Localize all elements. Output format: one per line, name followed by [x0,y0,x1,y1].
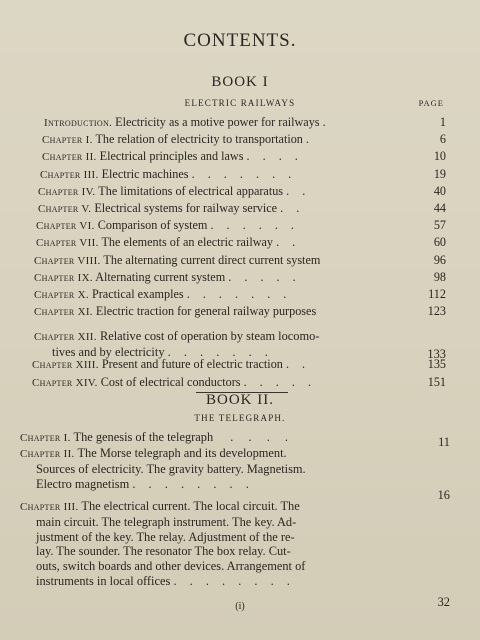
toc-entry [38,183,446,200]
toc-entry [38,200,446,217]
toc-entry [36,217,446,234]
chapter-label: Chapter IX. [34,271,93,284]
chapter-label: Chapter XII. [34,331,97,343]
book-1-title: BOOK I [211,74,269,90]
chapter-title: The elements of an electric railway [101,235,274,250]
leader-dots: . . . . . . . [186,287,292,301]
toc-entry-chapter-xii [34,329,319,360]
toc-entry [42,131,446,148]
page-number: 11 [438,435,450,449]
chapter-label: Chapter VIII. [34,254,101,267]
toc-entry [36,234,446,251]
chapter-title-line: outs, switch boards and other devices. Arrangement of [36,559,306,574]
leader-dots: . . . . [246,149,303,164]
toc-entry [32,374,446,391]
page-number: 60 [433,235,446,250]
chapter-label: Chapter VI. [36,220,95,233]
toc-entry [34,252,446,269]
chapter-title-line: justment of the key. The relay. Adjustment of the re- [36,529,295,544]
toc-entry-telegraph-chapter-ii [20,446,306,491]
chapter-title: Electric machines [101,166,189,181]
chapter-title-line: The electrical current. The local circuit. The [81,499,300,513]
chapter-title-line: Relative cost of operation by steam locomo- [99,329,320,343]
toc-entry [34,286,446,303]
chapter-label: Chapter XIV. [32,377,98,389]
page-number: 123 [427,304,446,319]
leader-dots: . . . . . [228,269,301,284]
leader-dots: . . [276,235,301,250]
leader-dots: . . . . . . . . [132,476,254,491]
page-column-header: PAGE [418,98,444,108]
chapter-label: Chapter VII. [36,237,99,250]
chapter-title-line: Electro magnetism [36,476,130,491]
page-number: 10 [433,149,446,164]
leader-dots: . . . . . . . . [173,573,295,588]
chapter-title-line: lay. The sounder. The resonator The box relay. Cut- [36,544,291,559]
page-number: 133 [427,347,446,361]
chapter-title: The alternating current direct current system [103,252,321,267]
chapter-title-line: instruments in local offices [36,573,171,588]
chapter-title: The limitations of electrical apparatus [98,183,284,198]
toc-entry [32,356,446,373]
page-number: 32 [437,595,450,609]
book-1-section-label: ELECTRIC RAILWAYS [184,98,296,108]
page-number: 19 [433,166,446,181]
page-number: 98 [433,269,446,284]
chapter-label: Chapter I. [42,134,93,147]
chapter-label: Chapter V. [38,203,92,215]
page-number: 112 [428,287,446,301]
chapter-title: Electric traction for general railway purposes [95,304,317,319]
chapter-title-line: Sources of electricity. The gravity battery. Magnetism. [36,461,306,476]
toc-entry-telegraph-chapter-iii [20,499,305,589]
toc-entry [34,269,446,286]
chapter-title-line: main circuit. The telegraph instrument. The key. Ad- [36,514,297,529]
chapter-title: Practical examples [91,287,184,301]
page-title: CONTENTS. [183,30,297,51]
chapter-title: Cost of electrical conductors [100,375,241,389]
leader-dots: . . [280,201,305,215]
leader-dots: . . . . [230,430,294,444]
chapter-label: Chapter X. [34,289,89,301]
chapter-title: The relation of electricity to transportation [95,132,303,147]
leader-dots: . . . . . . [210,218,299,233]
chapter-title: The genesis of the telegraph [73,430,214,444]
leader-dots: . . [285,357,311,371]
chapter-title: Electrical principles and laws [99,149,244,164]
toc-entry [42,148,446,165]
page-number: 16 [437,488,450,502]
page-number: 44 [433,201,446,215]
chapter-title-line: tives and by electricity [52,344,165,359]
chapter-label: Introduction. [44,117,113,129]
page-number: 96 [433,252,446,267]
chapter-title: Electrical systems for railway service [94,201,278,215]
toc-entry [44,114,446,131]
leader-dots: . . . . . . . [191,166,297,181]
chapter-title: Comparison of system [97,218,208,233]
book-2-title: BOOK II. [206,392,274,408]
page-number: 1 [439,115,446,129]
chapter-label: Chapter I. [20,432,71,444]
chapter-title: Alternating current system [95,269,226,284]
chapter-label: Chapter III. [40,168,99,181]
chapter-label: Chapter XIII. [32,359,99,371]
toc-entry-telegraph-chapter-i [20,430,294,446]
chapter-label: Chapter III. [20,501,79,513]
page-number: 57 [433,218,446,233]
chapter-title-line: The Morse telegraph and its development. [77,446,287,460]
chapter-label: Chapter IV. [38,185,96,198]
page-number: 40 [433,183,446,198]
chapter-label: Chapter II. [42,151,97,164]
chapter-title: Present and future of electric traction [101,357,283,371]
book-2-section-label: THE TELEGRAPH. [194,413,286,423]
chapter-label: Chapter XI. [34,306,93,319]
page-number: 135 [427,357,446,371]
chapter-label: Chapter II. [20,448,75,460]
toc-entry [34,303,446,320]
leader-dots: . . [286,183,311,198]
chapter-title: Electricity as a motive power for railways [115,115,320,129]
leader-dots: . [322,115,331,129]
page-number: 6 [439,132,446,147]
leader-dots: . . . . . . . [167,344,273,359]
leader-dots: . . . . . [243,375,316,389]
leader-dots: . [305,132,314,147]
page-number: 151 [427,375,446,389]
toc-entry [40,166,446,183]
page-footer-number: (i) [235,601,245,612]
